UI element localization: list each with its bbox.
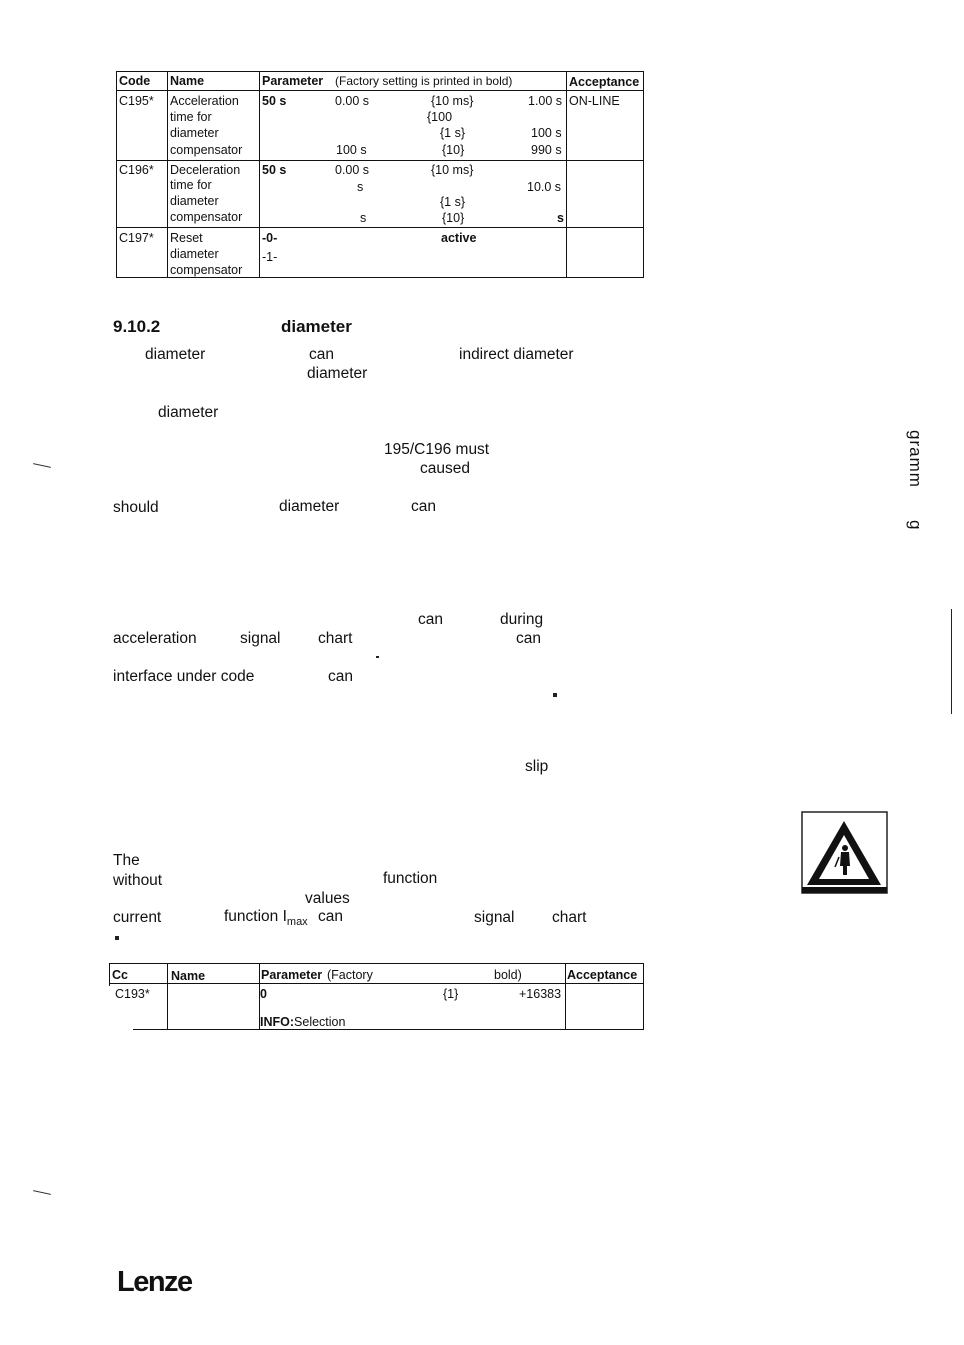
info-label: INFO: [260, 1015, 295, 1029]
parameter-table-2 [109, 963, 644, 1030]
text-fragment: signal [474, 909, 515, 926]
row-name-line: time for [170, 110, 212, 124]
text-fragment: diameter [145, 346, 206, 363]
header-parameter-note: (Factory setting is printed in bold) [335, 74, 513, 88]
margin-mark [33, 1190, 51, 1195]
info-line [260, 1014, 345, 1030]
param-min: s [357, 180, 364, 194]
param-step: {1 s} [440, 126, 466, 140]
header-parameter-note: (Factory [327, 968, 373, 982]
text-fragment: can [411, 498, 436, 515]
header-parameter: Parameter [261, 968, 323, 982]
param-step: {1 s} [440, 195, 466, 209]
row-name-line: diameter [170, 194, 219, 208]
text-fragment: function [383, 870, 438, 887]
edge-line [951, 609, 952, 714]
section-title: diameter [281, 317, 352, 336]
param-max: 1.00 s [528, 94, 563, 108]
header-parameter-note: bold) [494, 968, 522, 982]
text-fragment: without [113, 872, 163, 889]
acceptance-value: ON-LINE [569, 94, 620, 108]
text-fragment: can [418, 611, 443, 628]
row-code: C195* [119, 94, 154, 108]
row-code: C196* [119, 163, 154, 177]
row-name-line: time for [170, 178, 212, 192]
text-fragment: during [500, 611, 544, 628]
text-fragment: acceleration [113, 630, 197, 647]
text-fragment: current [113, 909, 162, 926]
text-fragment: interface under code [113, 668, 255, 685]
warning-triangle-icon [801, 811, 888, 894]
param-max: s [557, 211, 564, 225]
header-name: Name [171, 969, 206, 983]
row-name-line: Reset [170, 231, 203, 245]
option-text: active [441, 231, 477, 245]
row-name-line: compensator [170, 263, 243, 277]
parameter-table-1 [116, 71, 644, 278]
param-min: 100 s [336, 143, 367, 157]
factory-setting: 50 s [262, 94, 287, 108]
row-code: C193* [115, 987, 150, 1001]
param-step: {10} [442, 143, 465, 157]
row-name-line: diameter [170, 247, 219, 261]
text-fragment: chart [318, 630, 353, 647]
header-acceptance: Acceptance [569, 75, 640, 89]
param-min: s [360, 211, 367, 225]
param-max: 990 s [531, 143, 562, 157]
param-max: 10.0 s [527, 180, 562, 194]
subscript: max [286, 916, 308, 929]
side-text: g [906, 520, 925, 530]
param-step: {10} [442, 211, 465, 225]
header-code: Cc [112, 968, 128, 982]
param-step: {1} [443, 987, 459, 1001]
text-fragment: can [328, 668, 353, 685]
section-number: 9.10.2 [113, 317, 161, 336]
param-step: {100 [427, 110, 453, 124]
row-name-line: Deceleration [170, 163, 241, 177]
row-name-line: compensator [170, 143, 243, 157]
header-parameter: Parameter [262, 74, 324, 88]
text-fragment: indirect diameter [459, 346, 574, 363]
row-code: C197* [119, 231, 154, 245]
text-fragment: can [516, 630, 541, 647]
text-fragment [224, 908, 308, 928]
speck [553, 693, 557, 697]
row-name-line: diameter [170, 126, 219, 140]
header-name: Name [170, 74, 205, 88]
text-fragment: signal [240, 630, 281, 647]
param-min: 0 [260, 987, 267, 1001]
side-text: gramm [906, 430, 925, 488]
param-max: +16383 [519, 987, 562, 1001]
text-fragment: diameter [279, 498, 340, 515]
param-min: 0.00 s [335, 163, 370, 177]
text-fragment: can [318, 908, 343, 925]
header-code: Code [119, 74, 151, 88]
lenze-logo: Lenze [117, 1266, 192, 1298]
text-fragment: The [113, 852, 140, 869]
margin-mark [33, 463, 51, 468]
text-fragment: slip [525, 758, 549, 775]
speck [115, 936, 119, 940]
param-step: {10 ms} [431, 163, 474, 177]
param-min: 0.00 s [335, 94, 370, 108]
row-name-line: Acceleration [170, 94, 239, 108]
text-fragment: diameter [307, 365, 368, 382]
param-step: {10 ms} [431, 94, 474, 108]
text-fragment: can [309, 346, 334, 363]
speck [376, 656, 379, 658]
text-fragment: caused [420, 460, 470, 477]
factory-setting: 50 s [262, 163, 287, 177]
text-fragment: diameter [158, 404, 219, 421]
header-acceptance: Acceptance [567, 968, 638, 982]
text-fragment: chart [552, 909, 587, 926]
info-text: Selection [294, 1015, 346, 1029]
option-value: -1- [262, 250, 278, 264]
text-fragment: 195/C196 must [384, 441, 490, 458]
param-max: 100 s [531, 126, 562, 140]
option-value: -0- [262, 231, 278, 245]
text-fragment: should [113, 499, 159, 516]
text-fragment-main: function I [224, 908, 287, 925]
row-name-line: compensator [170, 210, 243, 224]
text-fragment: values [305, 890, 350, 907]
